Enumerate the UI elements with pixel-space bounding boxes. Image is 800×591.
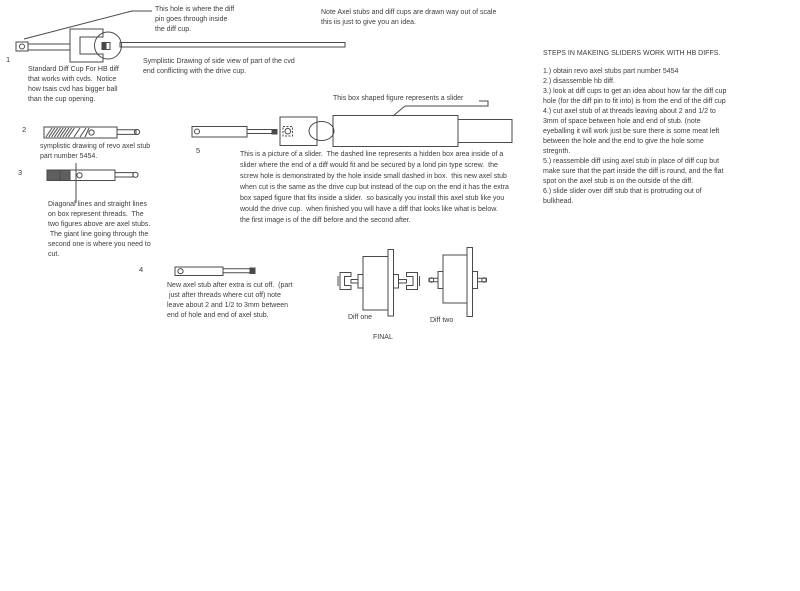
scale-note-text: Note Axel stubs and diff cups are drawn way out of scale this iis just to give you an idea.	[321, 9, 497, 26]
figure-1-number: 1	[6, 55, 11, 64]
figure-3-number: 3	[18, 168, 23, 177]
slider-figure	[192, 101, 512, 147]
slider-box	[333, 116, 458, 147]
figure-4-number: 4	[139, 265, 144, 274]
diff-pin-hole-callout-text: This hole is where the diff pin goes through inside the diff cup.	[155, 6, 235, 33]
axel-stub-cut-line-figure	[47, 163, 138, 203]
diff-one-label: Diff one	[348, 314, 372, 321]
standard-diff-cup-caption: Standard Diff Cup For HB diff that works with cvds. Notice how tsais cvd has bigger ball than the cup opening.	[28, 66, 119, 103]
diff-one-figure	[338, 250, 420, 317]
revo-stub-caption: symplistic drawing of revo axel stub part number 5454.	[40, 143, 151, 160]
diff-two-label: Diff two	[430, 317, 454, 324]
callout-line-diff-pin-hole	[24, 11, 152, 39]
new-stub-note-text: New axel stub after extra is cut off. (part just after threads where cut off) note leave about 2 and 1/2 to 3mm between end of hole and end of axel stub.	[167, 282, 293, 319]
slider-description-paragraph: This is a picture of a slider. The dashed line represents a hidden box area inside of a slider where the end of a diff would fit and be secured by a lond pin type screw. the screw hole is demonstrated by the hole inside small dashed in box. this new axel stub when cut is the same as the drive cup but instead of the cup on the end it has the extra box saped figure that fits inside a slider. so basically you install this axel stub like you would the drive cup. when finished you will have a diff that looks like what is below. the first image is of the diff before and the second after.	[240, 151, 509, 224]
threads-note-text: Diagonal lines and straight lines on box represent threads. The two figures above are axel stubs. The giant line going through the second one is where you need to cut.	[48, 201, 151, 258]
steps-panel-title: STEPS IN MAKEING SLIDERS WORK WITH HB DIFFS.	[543, 50, 721, 57]
diff-two-figure	[429, 248, 487, 317]
figure-5-number: 5	[196, 146, 201, 155]
figure-2-number: 2	[22, 125, 27, 134]
slider-box-label-text: This box shaped figure represents a slider	[333, 95, 464, 102]
steps-panel-body: 1.) obtain revo axel stubs part number 5454 2.) disassemble hb diff. 3.) look at diff cups to get an idea about how far the diff cup hole (for the diff pin to fit into) is from the end of the diff cup 4.) cut axel stub of at threads leaving about 2 and 1/2 to 3mm of space between hole and end of stub. (note eyeballing it will work just be sure there is some meat left between the hole and the end to give the hole some stregnth. 5.) reassemble diff using axel stub in place of diff cup but make sure that the part inside the diff is round, and the flat spot on the axel stub is on the outside of the diff. 6.) slide slider over diff stub that is protruding out of bulkhead.	[543, 68, 727, 205]
new-axel-stub-figure	[175, 267, 255, 276]
revo-axel-stub-figure	[44, 127, 140, 138]
final-label: FINAL	[373, 334, 393, 341]
cvd-side-view-caption: Symplistic Drawing of side view of part of the cvd end conflicting with the drive cup.	[143, 58, 295, 75]
